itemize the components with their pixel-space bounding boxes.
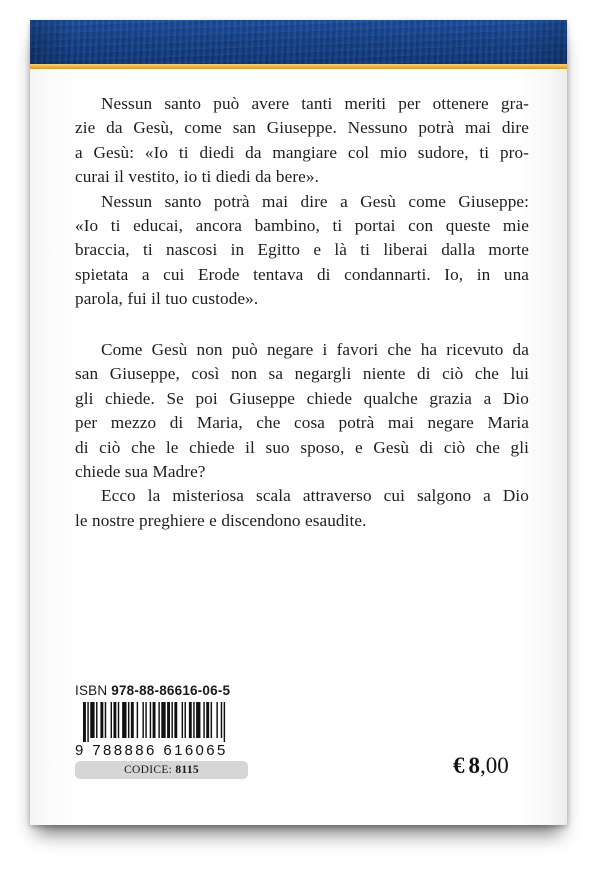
text-line: a Gesù: «Io ti diedi da mangiare col mio sudore, ti pro- bbox=[75, 142, 529, 162]
text-line: Nessun santo potrà mai dire a Gesù come Giuseppe: bbox=[101, 191, 529, 211]
text-line: le nostre preghiere e discendono esaudite. bbox=[75, 510, 367, 530]
barcode-digits: 9 788886 616065 bbox=[75, 742, 228, 759]
barcode-bar bbox=[196, 702, 200, 738]
barcode-bar bbox=[182, 702, 183, 738]
barcode-bar bbox=[113, 702, 116, 738]
barcode-bar bbox=[100, 702, 103, 738]
barcode-bar bbox=[161, 702, 165, 738]
barcode-bar bbox=[189, 702, 192, 738]
barcode-bar bbox=[90, 702, 94, 738]
code-badge bbox=[75, 761, 248, 779]
barcode-bar bbox=[167, 702, 170, 738]
top-band-shade bbox=[30, 20, 567, 64]
barcode-bar bbox=[137, 702, 138, 738]
barcode-bar bbox=[145, 702, 146, 738]
isbn-label: ISBN bbox=[75, 683, 108, 698]
text-line: Ecco la misteriosa scala attraverso cui salgono a Dio bbox=[101, 486, 529, 506]
barcode-bar bbox=[193, 702, 194, 738]
paragraph-3 bbox=[75, 338, 529, 484]
code-label: CODICE: bbox=[124, 764, 173, 776]
text-line: spietata a cui Erode tentava di condannarti. Io, in una bbox=[75, 264, 529, 284]
barcode-bar bbox=[174, 702, 177, 738]
barcode-bar bbox=[211, 702, 212, 738]
text-line: san Giuseppe, così non sa negargli niente di ciò che lui bbox=[75, 364, 529, 384]
text-block-bottom bbox=[75, 338, 529, 533]
isbn-line bbox=[75, 683, 230, 698]
gold-rule bbox=[30, 64, 567, 69]
paragraph-4 bbox=[75, 484, 529, 533]
text-line: parola, fui il tuo custode». bbox=[75, 289, 259, 309]
barcode-bar bbox=[142, 702, 143, 738]
paragraph-2 bbox=[75, 190, 529, 312]
paragraph-1 bbox=[75, 92, 529, 190]
barcode-bar bbox=[96, 702, 97, 738]
barcode-bar bbox=[122, 702, 126, 738]
text-line: braccia, ti nascosi in Egitto e là ti liberai dalla morte bbox=[75, 240, 529, 260]
barcode-bar bbox=[221, 702, 222, 738]
text-block-top bbox=[75, 92, 529, 312]
barcode-bar bbox=[216, 702, 217, 738]
text-line: per mezzo di Maria, che cosa potrà mai negare Maria bbox=[75, 413, 529, 433]
barcode-bar bbox=[185, 702, 186, 738]
barcode-bar bbox=[131, 702, 134, 738]
text-line: zie da Gesù, come san Giuseppe. Nessuno potrà mai dire bbox=[75, 118, 529, 138]
barcode-bar bbox=[111, 702, 112, 738]
barcode-bar bbox=[171, 702, 172, 738]
barcode-bar bbox=[105, 702, 106, 738]
price-currency: € bbox=[453, 753, 465, 778]
text-line: Nessun santo può avere tanti meriti per ottenere gra- bbox=[101, 94, 529, 113]
text-line: «Io ti educai, ancora bambino, ti portai con queste mie bbox=[75, 216, 529, 236]
price-integer: 8 bbox=[468, 753, 480, 778]
barcode-bar bbox=[158, 702, 159, 738]
book-back-cover bbox=[30, 20, 567, 825]
barcode-bar bbox=[128, 702, 129, 738]
price-decimals: ,00 bbox=[480, 753, 509, 778]
barcode-bar bbox=[118, 702, 119, 738]
barcode-bar bbox=[150, 702, 151, 738]
code-value: 8115 bbox=[175, 764, 199, 776]
barcode-bar bbox=[203, 702, 204, 738]
barcode-bar bbox=[153, 702, 156, 738]
text-line: Come Gesù non può negare i favori che ha ricevuto da bbox=[101, 340, 529, 359]
barcode-bar bbox=[224, 702, 225, 742]
barcode-bars bbox=[75, 702, 247, 742]
barcode-bar bbox=[83, 702, 86, 742]
price bbox=[453, 753, 509, 779]
barcode-bar bbox=[206, 702, 209, 738]
text-line: curai il vestito, io ti diedi da bere». bbox=[75, 167, 319, 187]
isbn-number: 978-88-86616-06-5 bbox=[111, 683, 231, 698]
barcode-bar bbox=[87, 702, 88, 742]
text-line: di ciò che le chiede il suo sposo, e Gesù di ciò che gli bbox=[75, 437, 529, 457]
text-line: gli chiede. Se poi Giuseppe chiede qualche grazia a Dio bbox=[75, 388, 529, 408]
text-line: chiede sua Madre? bbox=[75, 462, 206, 482]
barcode bbox=[75, 702, 247, 762]
